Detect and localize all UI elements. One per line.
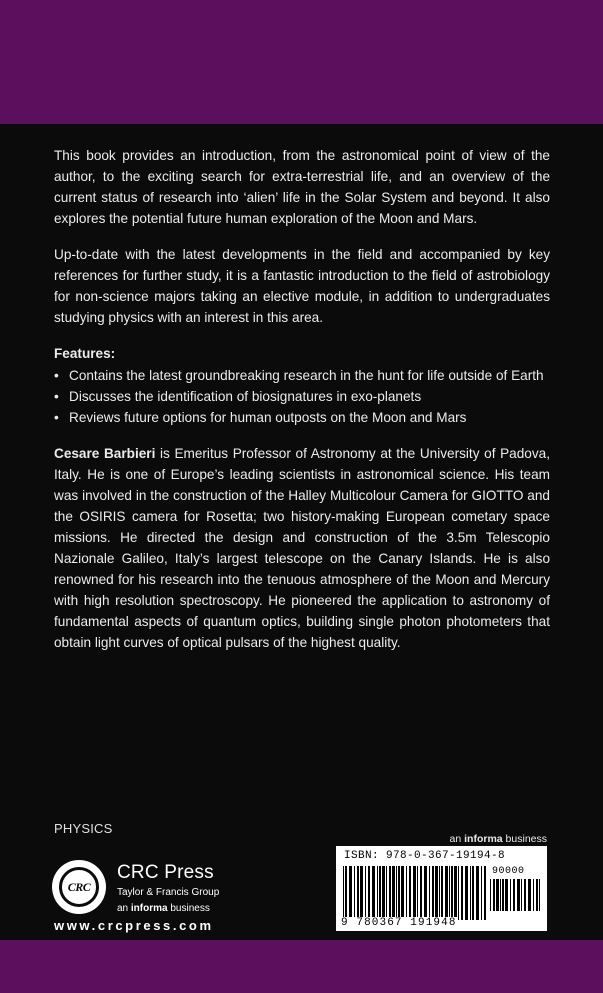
barcode-bar xyxy=(484,866,486,920)
barcode-bar xyxy=(386,866,387,920)
back-cover-text xyxy=(54,145,550,668)
author-bio-text: is Emeritus Professor of Astronomy at the University of Padova, Italy. He is one of Europe’s leading scientists in astronomical science. His team was involved in the construction of the Halley Multicolour Camera for GIOTTO and the OSIRIS camera for Rosetta; two history-making European cometary space missions. He directed the design and construction of the 3.5m Telescopio Nazionale Galileo, Italy’s largest telescope on the Canary Islands. He is also renowned for his research into the tenuous atmosphere of the Moon and Mercury with high resolution spectroscopy. He pioneered the application to astronomy of fundamental aspects of quantum optics, building single photon photometers that obtain light curves of optical pulsars of the highest quality. xyxy=(54,446,550,650)
audience-paragraph: Up-to-date with the latest developments in the field and accompanied by key references for further study, it is a fantastic introduction to the field of astrobiology for non-science majors taking an elective module, in addition to undergraduates studying physics with an interest in this area. xyxy=(54,247,550,325)
barcode-bar xyxy=(401,866,404,920)
barcode-bar xyxy=(472,866,474,920)
barcode-bar xyxy=(396,866,397,920)
barcode-bar xyxy=(435,866,438,920)
publisher-group: Taylor & Francis Group xyxy=(117,887,220,898)
barcode-bar xyxy=(493,879,495,911)
barcode-bar xyxy=(521,879,522,911)
barcode-bar xyxy=(406,866,407,920)
barcode-bar xyxy=(379,866,381,920)
barcode-bar xyxy=(413,866,416,920)
barcode-bar xyxy=(354,866,355,920)
barcode-bar xyxy=(417,866,418,920)
barcode-bar xyxy=(517,879,520,911)
barcode-bar xyxy=(539,879,540,911)
informa-prefix: an xyxy=(449,833,465,845)
barcode-bar xyxy=(536,879,538,911)
barcode-bar xyxy=(392,866,395,920)
crc-logo-icon xyxy=(52,860,106,914)
barcode-bar xyxy=(500,879,501,911)
barcode-bar xyxy=(343,866,344,920)
publisher-name: CRC Press xyxy=(117,862,214,883)
barcode-bar xyxy=(420,866,422,920)
publisher-website: www.crcpress.com xyxy=(54,918,214,933)
barcode-bar xyxy=(441,866,443,920)
top-color-band xyxy=(0,0,603,124)
publisher-informa-word: informa xyxy=(130,903,168,914)
isbn-label: ISBN: 978-0-367-19194-8 xyxy=(344,850,506,862)
informa-word: informa xyxy=(464,833,503,845)
barcode-bar xyxy=(476,866,479,920)
barcode-bar xyxy=(349,866,352,920)
barcode-bar xyxy=(360,866,363,920)
barcode-bar xyxy=(357,866,359,920)
barcode-bar xyxy=(533,879,534,911)
barcode-bar xyxy=(490,879,491,911)
barcode-bar xyxy=(481,866,482,920)
barcode-bar xyxy=(465,866,468,920)
barcode-bar xyxy=(513,879,515,911)
barcode-bar xyxy=(461,866,463,920)
features-heading: Features: xyxy=(54,346,116,361)
author-bio xyxy=(54,443,550,653)
barcode-bar xyxy=(451,866,453,920)
bottom-color-band xyxy=(0,940,603,993)
author-name: Cesare Barbieri xyxy=(54,446,156,461)
barcode-bar xyxy=(372,866,375,920)
barcode-bar xyxy=(398,866,400,920)
barcode-bar xyxy=(470,866,471,920)
barcode-bar xyxy=(345,866,347,920)
barcode-bar xyxy=(502,879,504,911)
publisher-informa-suffix: business xyxy=(167,903,210,914)
barcode-digits: 9 780367 191948 xyxy=(341,917,457,929)
crc-logo-mark: CRC xyxy=(59,867,99,907)
barcode-bar xyxy=(424,866,427,920)
barcode-bar xyxy=(458,866,459,920)
publisher-informa-label xyxy=(117,903,210,914)
barcode-bar xyxy=(365,866,366,920)
barcode-bar xyxy=(432,866,434,920)
features-list xyxy=(54,365,550,428)
barcode-bar xyxy=(505,879,508,911)
barcode-bar xyxy=(377,866,378,920)
publisher-informa-prefix: an xyxy=(117,903,131,914)
feature-item: • Discusses the identification of biosignatures in exo-planets xyxy=(54,386,550,407)
informa-suffix: business xyxy=(502,833,547,845)
barcode-bar xyxy=(439,866,440,920)
subject-category: PHYSICS xyxy=(54,821,113,836)
barcode-bar xyxy=(368,866,370,920)
informa-business-label xyxy=(450,833,547,845)
barcode-bar xyxy=(454,866,457,920)
barcode-bar xyxy=(429,866,430,920)
barcode-bar xyxy=(510,879,511,911)
barcode-bar xyxy=(382,866,385,920)
barcode-bar xyxy=(496,879,499,911)
price-barcode-bars xyxy=(490,879,540,911)
feature-item: • Contains the latest groundbreaking research in the hunt for life outside of Earth xyxy=(54,365,550,386)
intro-paragraph: This book provides an introduction, from the astronomical point of view of the author, to the exciting search for extra-terrestrial life, and an overview of the current status of research into ‘alien’ life in the Solar System and beyond. It also explores the potential future human exploration of the Moon and Mars. xyxy=(54,148,550,226)
price-code: 90000 xyxy=(492,866,525,877)
barcode-bar xyxy=(445,866,448,920)
feature-item: • Reviews future options for human outposts on the Moon and Mars xyxy=(54,407,550,428)
barcode-bar xyxy=(389,866,391,920)
barcode-bar xyxy=(528,879,531,911)
barcode-bar xyxy=(409,866,411,920)
barcode-bar xyxy=(449,866,450,920)
barcode-bar xyxy=(524,879,526,911)
